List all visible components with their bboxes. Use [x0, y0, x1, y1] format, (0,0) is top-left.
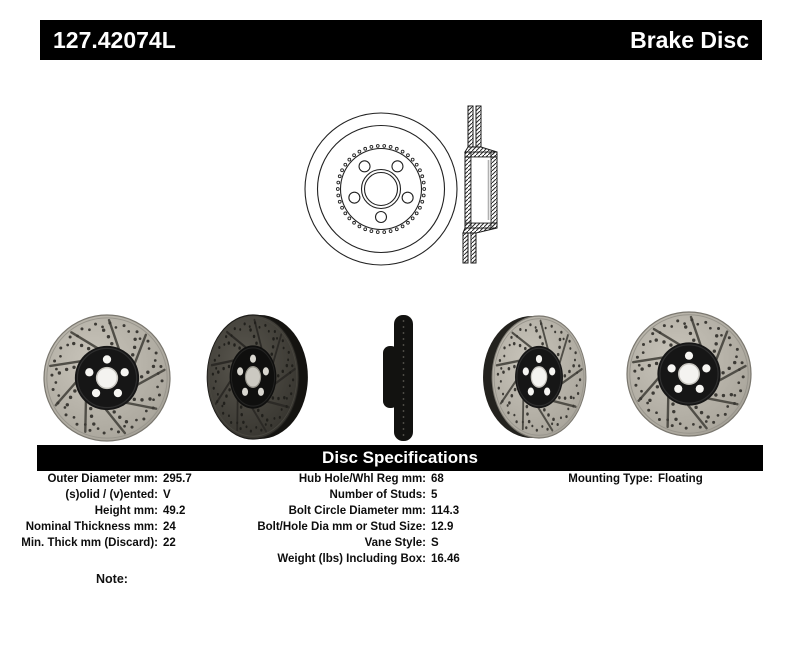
spec-value: V [163, 489, 171, 501]
product-type-label: Brake Disc [630, 26, 749, 53]
spec-label: (s)olid / (v)ented: [65, 489, 158, 501]
spec-label: Min. Thick mm (Discard): [21, 537, 158, 549]
technical-drawing [280, 95, 520, 290]
spec-value: 24 [163, 521, 176, 533]
header-bar [40, 20, 762, 60]
spec-label: Bolt Circle Diameter mm: [288, 505, 426, 517]
spec-row [262, 503, 460, 519]
spec-row [40, 487, 192, 503]
rotor-photo-angled-dark [207, 315, 308, 439]
spec-row [21, 535, 192, 551]
rotor-photo-front-right [627, 312, 751, 436]
spec-row [40, 503, 192, 519]
spec-row [262, 487, 460, 503]
spec-label: Hub Hole/Whl Reg mm: [298, 473, 426, 485]
spec-row [40, 471, 192, 487]
disc-cross-section-drawing [463, 106, 497, 263]
spec-row [556, 471, 703, 487]
spec-value: S [431, 537, 439, 549]
spec-value: 22 [163, 537, 176, 549]
disc-front-view-drawing [305, 113, 457, 265]
spec-label: Mounting Type: [568, 473, 653, 485]
spec-label: Outer Diameter mm: [47, 473, 158, 485]
spec-value: 49.2 [163, 505, 186, 517]
spec-label: Nominal Thickness mm: [25, 521, 158, 533]
spec-value: 68 [431, 473, 444, 485]
note-label: Note: [96, 572, 128, 586]
spec-section-header [37, 445, 763, 471]
part-number: 127.42074L [53, 26, 176, 53]
spec-value: 16.46 [431, 553, 460, 565]
spec-row [25, 519, 192, 535]
spec-column-left [21, 471, 192, 551]
spec-value: 114.3 [431, 505, 460, 517]
spec-column-middle [257, 471, 460, 567]
spec-column-right [556, 471, 703, 487]
spec-value: Floating [658, 473, 703, 485]
spec-label: Vane Style: [364, 537, 426, 549]
spec-value: 295.7 [163, 473, 192, 485]
spec-label: Number of Studs: [329, 489, 426, 501]
spec-row [257, 519, 460, 535]
spec-row [262, 471, 460, 487]
rotor-photos-row [0, 300, 800, 455]
spec-label: Weight (lbs) Including Box: [277, 553, 426, 565]
spec-label: Bolt/Hole Dia mm or Stud Size: [257, 521, 426, 533]
spec-row [262, 535, 460, 551]
spec-value: 5 [431, 489, 438, 501]
rotor-photo-edge-view [383, 315, 413, 441]
spec-label: Height mm: [94, 505, 158, 517]
rotor-photo-angled-silver [483, 316, 586, 438]
spec-row [262, 551, 460, 567]
rotor-photo-front-left [44, 315, 170, 441]
spec-section-title: Disc Specifications [322, 448, 478, 467]
spec-value: 12.9 [431, 521, 454, 533]
